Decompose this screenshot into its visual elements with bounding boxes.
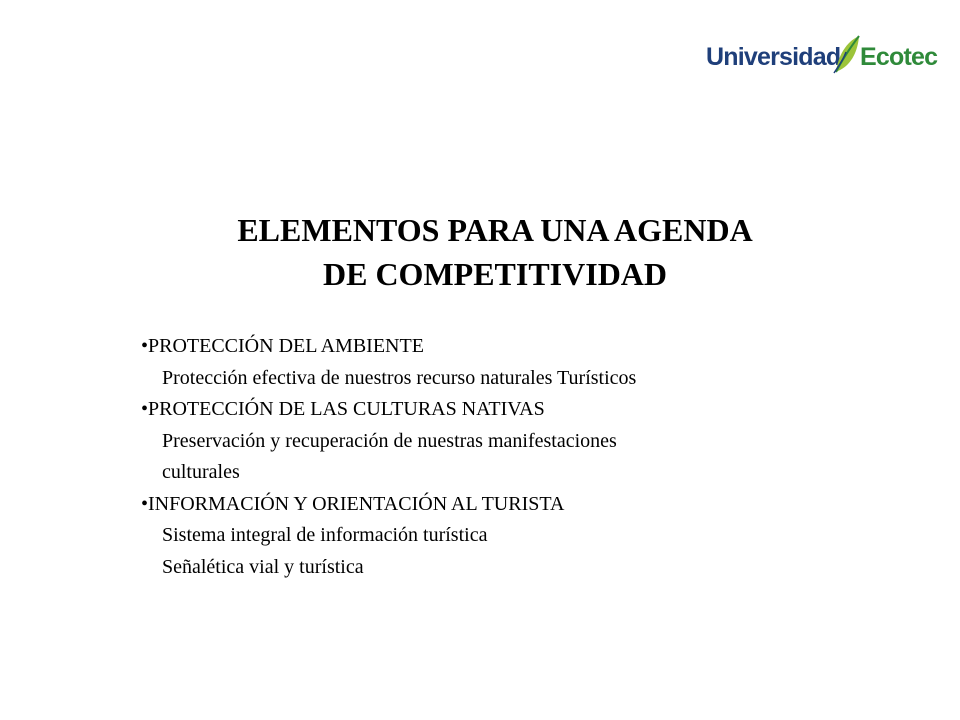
leaf-icon [832, 34, 862, 74]
bullet-dot: • [141, 335, 149, 357]
sub-item: Preservación y recuperación de nuestras manifestaciones [162, 429, 617, 452]
bullet-item-informacion [141, 489, 841, 521]
sub-item: Señalética vial y turística [162, 555, 364, 578]
bullet-heading: PROTECCIÓN DE LAS CULTURAS NATIVAS [148, 398, 545, 420]
bullet-item-culturas [141, 394, 841, 426]
bullet-dot: • [141, 398, 149, 420]
bullet-heading: PROTECCIÓN DEL AMBIENTE [148, 335, 424, 357]
university-logo [706, 34, 950, 76]
bullet-item-ambiente [141, 331, 841, 363]
sub-item: Protección efectiva de nuestros recurso naturales Turísticos [162, 366, 637, 389]
logo-word-universidad: Universidad [706, 43, 841, 71]
bullet-dot: • [141, 492, 149, 515]
slide-title [0, 208, 960, 296]
sub-item: Sistema integral de información turística [162, 524, 488, 546]
title-line-1: ELEMENTOS PARA UNA AGENDA [237, 212, 753, 248]
logo-word-ecotec: Ecotec [860, 43, 938, 71]
bullet-heading: INFORMACIÓN Y ORIENTACIÓN AL TURISTA [148, 492, 565, 515]
title-line-2: DE COMPETITIVIDAD [322, 256, 668, 292]
bullet-list [141, 331, 841, 583]
sub-item: culturales [162, 461, 240, 483]
